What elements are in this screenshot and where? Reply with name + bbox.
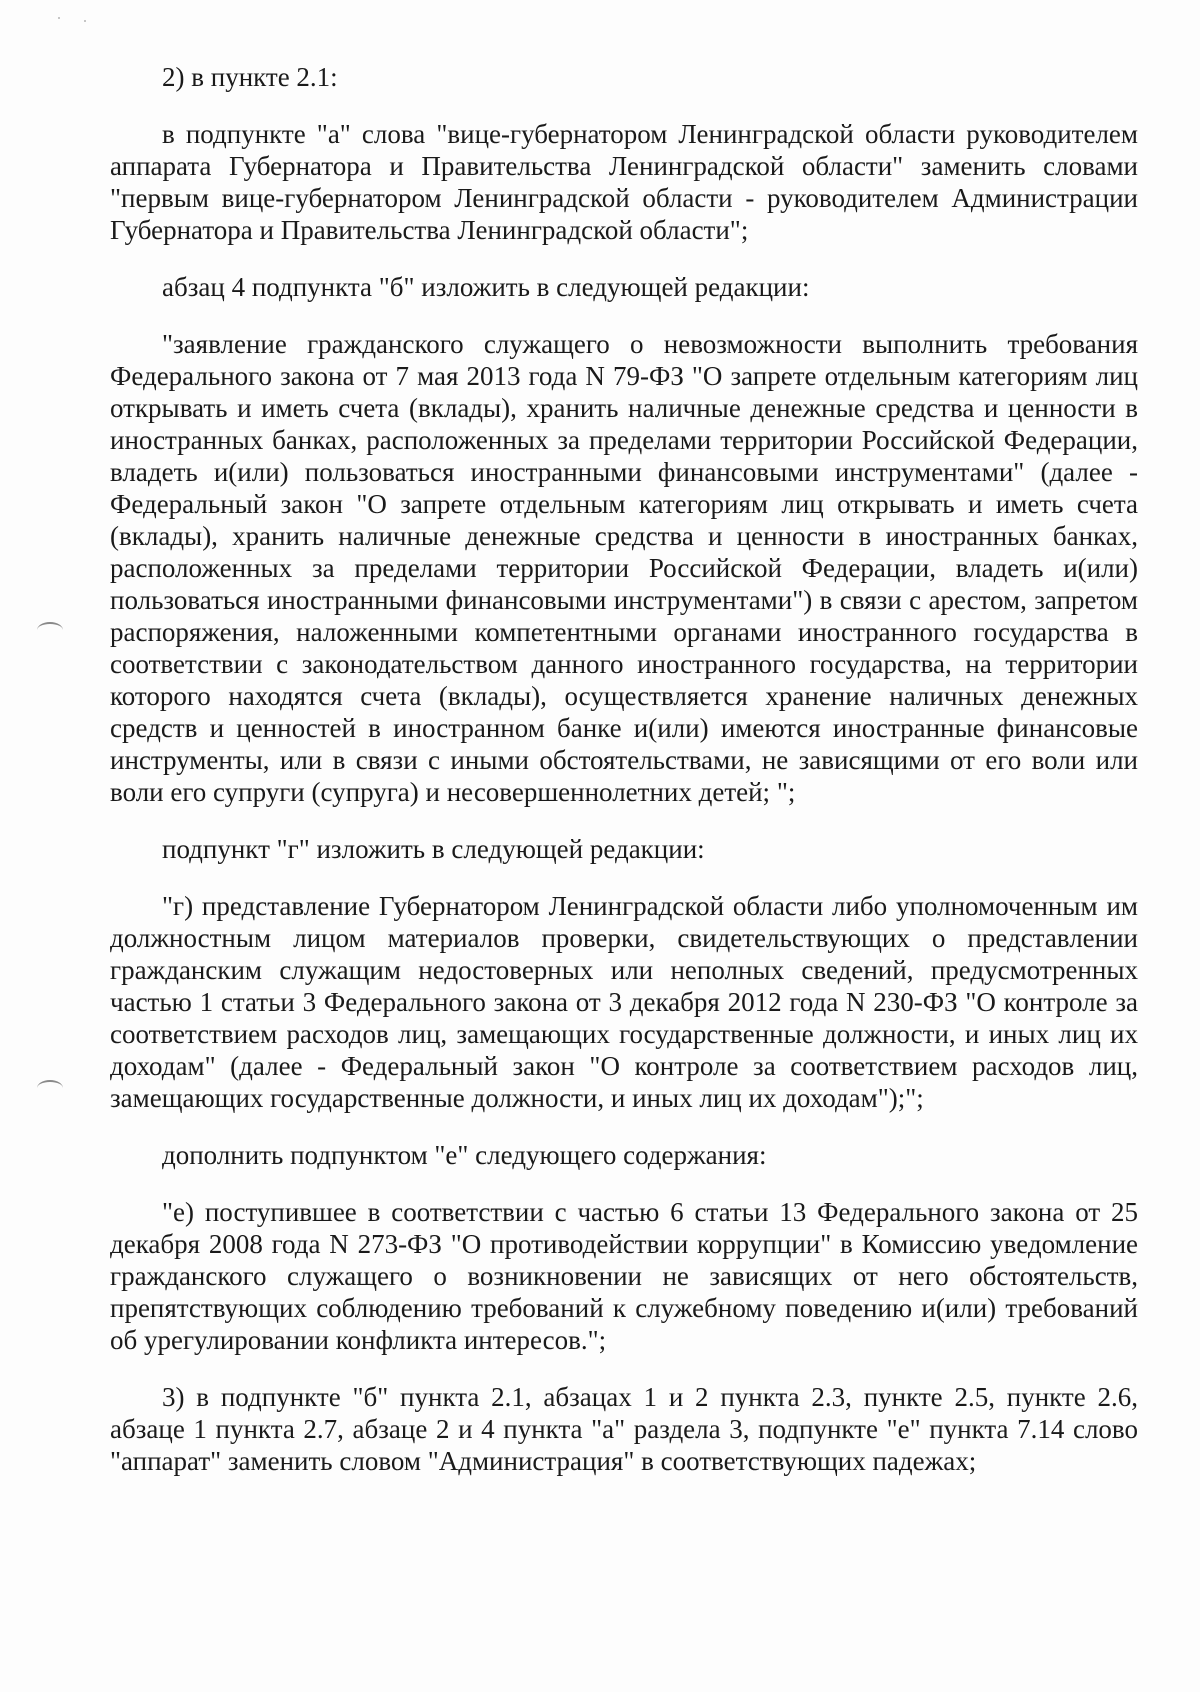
paragraph-abzac-4-text: "заявление гражданского служащего о невозможности выполнить требования Федерального закона от 7 мая 2013 года N 79-ФЗ "О запрете отдельным категориям лиц открывать и иметь счета (вклады), хранить наличные денежные средства и ценности в иностранных банках, расположенных за пределами территории Российской Федерации, владеть и(или) пользоваться иностранными финансовыми инструментами" (далее - Федеральный закон "О запрете отдельным категориям лиц открывать и иметь счета (вклады), хранить наличные денежные средства и ценности в иностранных банках, расположенных за пределами территории Российской Федерации, владеть и(или) пользоваться иностранными финансовыми инструментами") в связи с арестом, запретом распоряжения, наложенными компетентными органами иностранного государства в соответствии с законодательством данного иностранного государства, на территории которого находятся счета (вклады), осуществляется хранение наличных денежных средств и ценностей в иностранном банке и(или) имеются иностранные финансовые инструменты, или в связи с иными обстоятельствами, не зависящими от его воли или воли его супруги (супруга) и несовершеннолетних детей; "; bbox=[110, 329, 1138, 807]
scan-speck bbox=[58, 17, 60, 19]
scan-speck bbox=[84, 20, 86, 22]
paragraph-item-3: 3) в подпункте "б" пункта 2.1, абзацах 1 и 2 пункта 2.3, пункте 2.5, пункте 2.6, абзаце 1 пункта 2.7, абзаце 2 и 4 пункта "а" раздела 3, подпункте "е" пункта 7.14 слово "аппарат" заменить словом "Администрация" в соответствующих падежах; bbox=[110, 1382, 1138, 1476]
punch-hole-mark bbox=[37, 1080, 63, 1096]
paragraph-subpoint-a: в подпункте "а" слова "вице-губернатором Ленинградской области руководителем аппарата Губернатора и Правительства Ленинградской области" заменить словами "первым вице-губернатором Ленинградской области - руководителем Администрации Губернатора и Правительства Ленинградской области"; bbox=[110, 119, 1138, 245]
paragraph-subpoint-g-text: "г) представление Губернатором Ленинградской области либо уполномоченным им должностным лицом материалов проверки, свидетельствующих о представлении гражданским служащим недостоверных или неполных сведений, предусмотренных частью 1 статьи 3 Федерального закона от 3 декабря 2012 года N 230-ФЗ "О контроле за соответствием расходов лиц, замещающих государственные должности, и иных лиц их доходам" (далее - Федеральный закон "О контроле за соответствием расходов лиц, замещающих государственные должности, и иных лиц их доходам");"; bbox=[110, 891, 1138, 1113]
document-body bbox=[110, 61, 1138, 1502]
paragraph-subpoint-g-intro: подпункт "г" изложить в следующей редакции: bbox=[162, 834, 705, 864]
paragraph-subpoint-e-intro: дополнить подпунктом "е" следующего содержания: bbox=[162, 1140, 767, 1170]
paragraph-abzac-4-intro: абзац 4 подпункта "б" изложить в следующей редакции: bbox=[162, 272, 810, 302]
punch-hole-mark bbox=[37, 622, 63, 638]
paragraph-subpoint-e-text: "е) поступившее в соответствии с частью 6 статьи 13 Федерального закона от 25 декабря 2008 года N 273-ФЗ "О противодействии коррупции" в Комиссию уведомление гражданского служащего о возникновении не зависящих от него обстоятельств, препятствующих соблюдению требований к служебному поведению и(или) требований об урегулировании конфликта интересов."; bbox=[110, 1197, 1138, 1355]
paragraph-item-2: 2) в пункте 2.1: bbox=[162, 62, 338, 92]
